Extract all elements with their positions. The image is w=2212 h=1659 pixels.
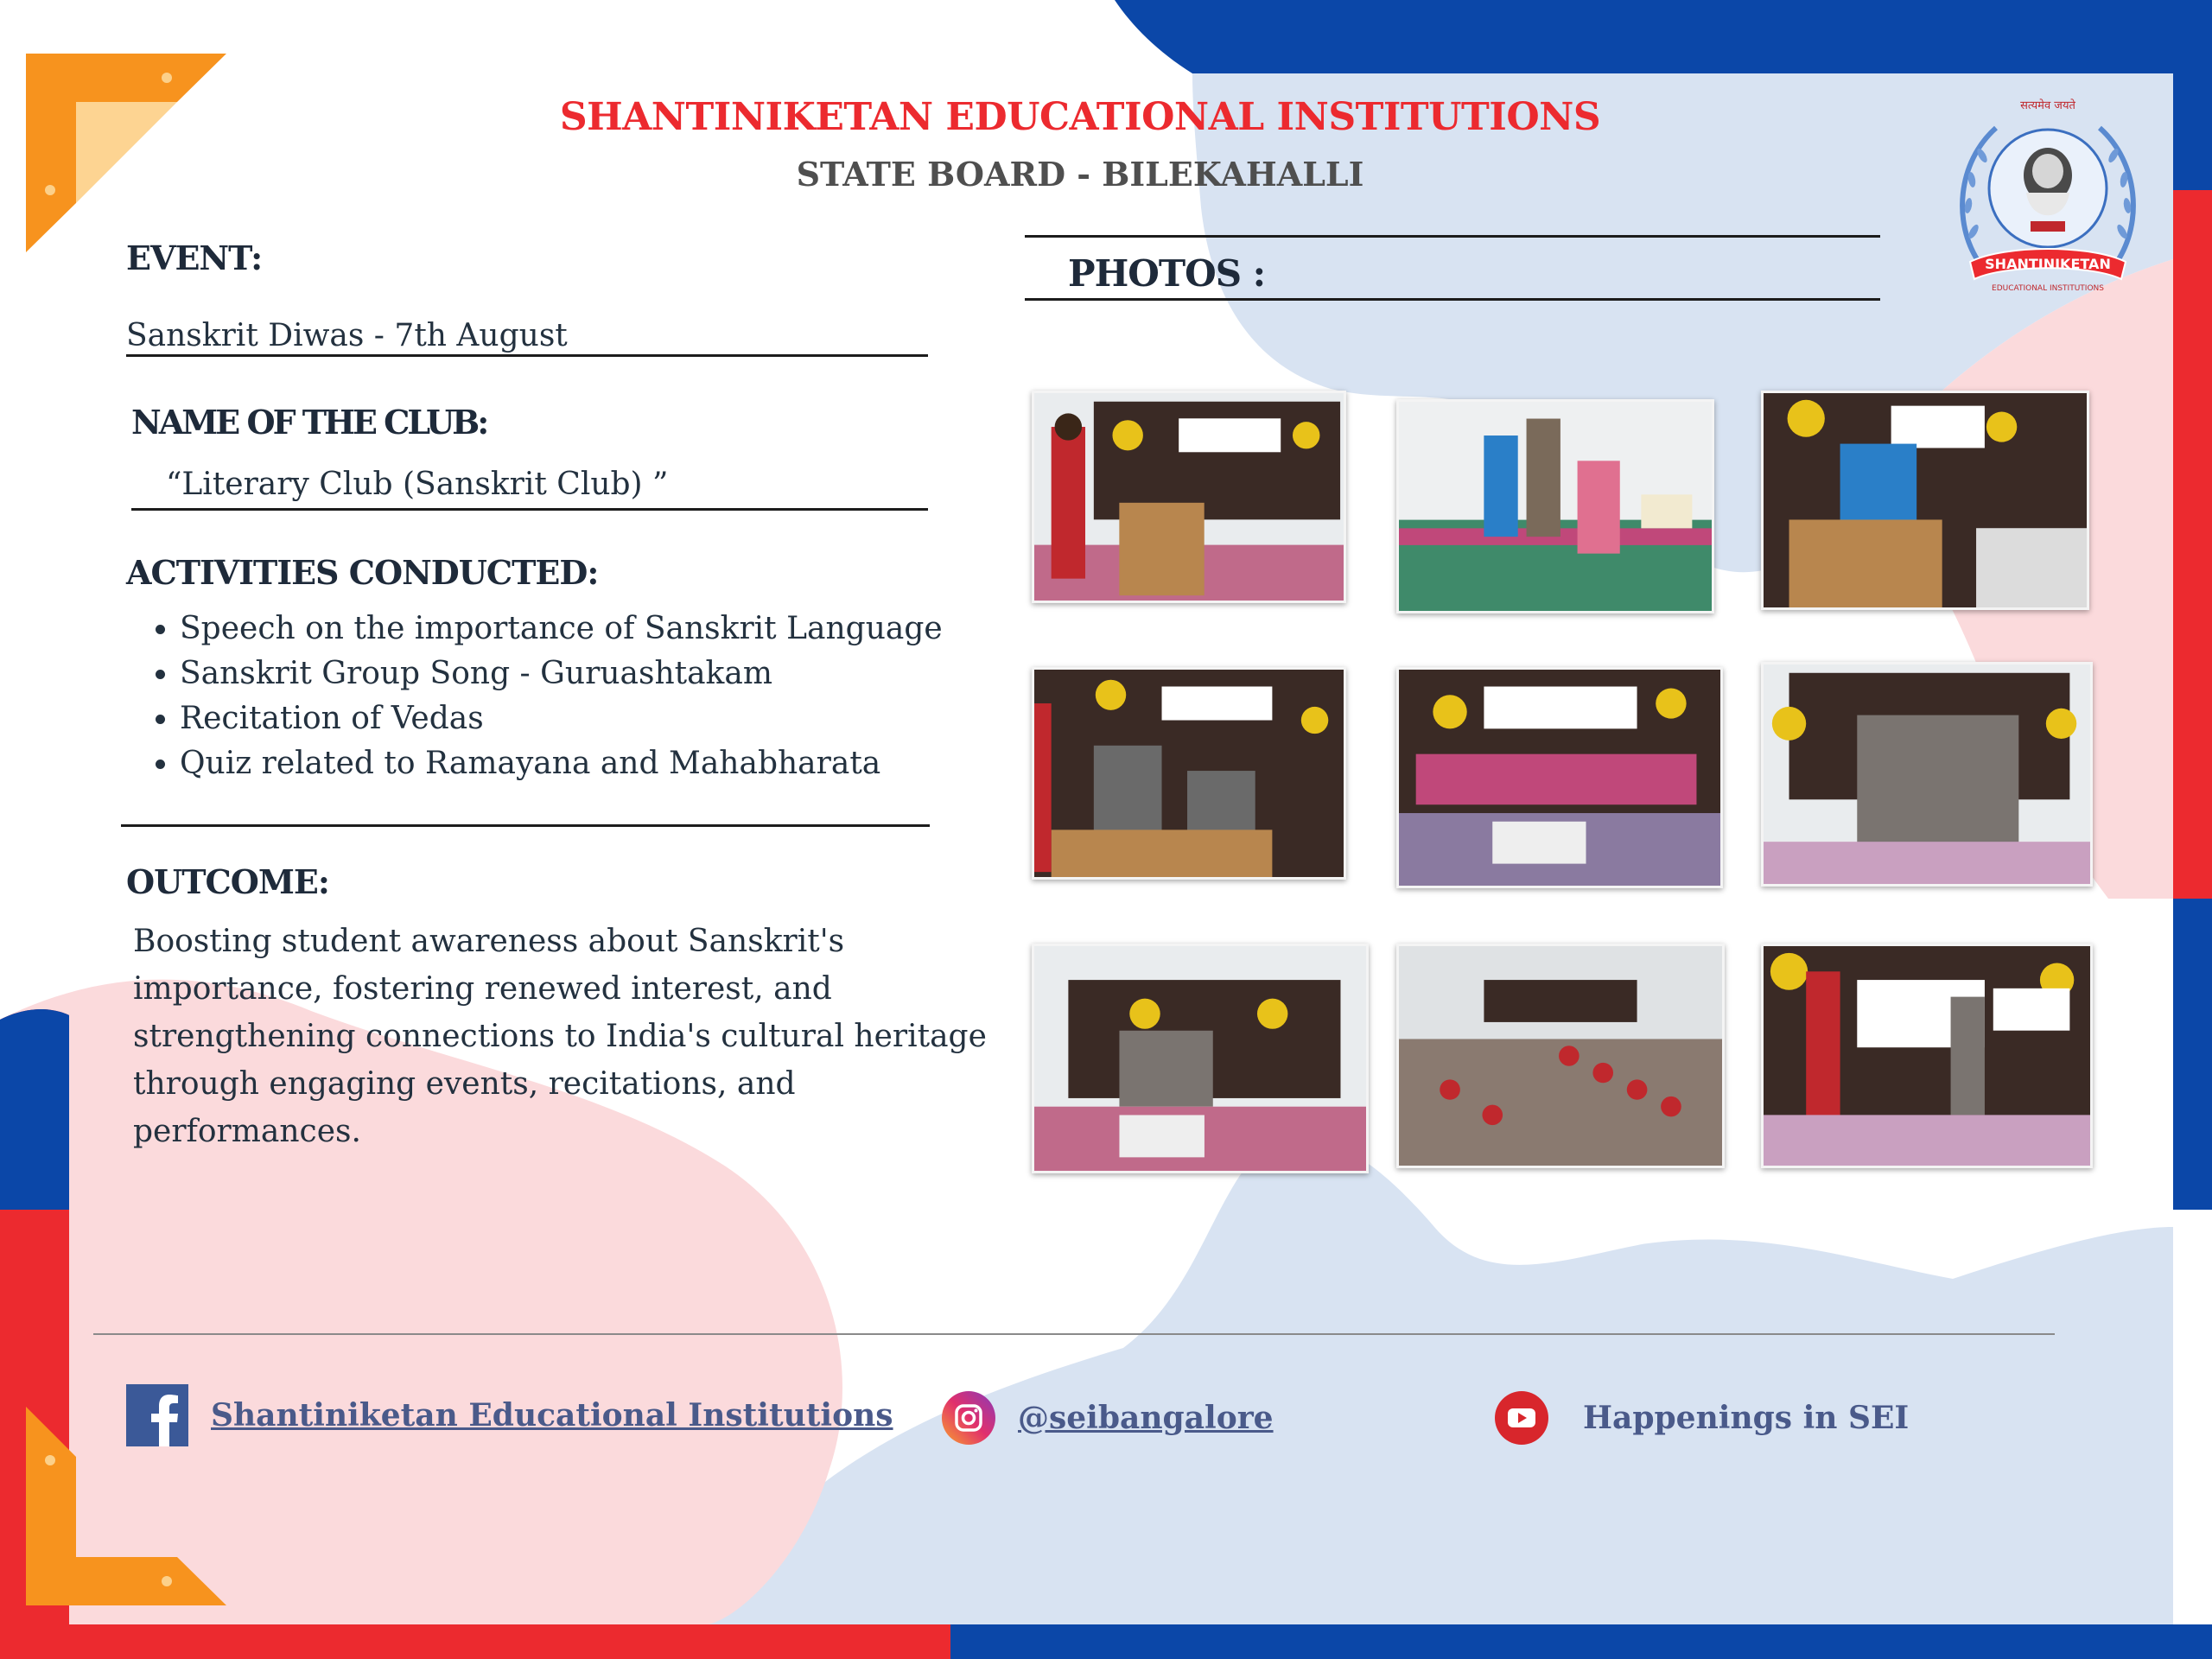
- outcome-label: OUTCOME:: [126, 862, 329, 901]
- event-label: EVENT:: [126, 238, 263, 277]
- outcome-text: [133, 918, 997, 1155]
- logo-subtitle: EDUCATIONAL INSTITUTIONS: [1992, 284, 2104, 293]
- youtube-icon: [1495, 1391, 1548, 1445]
- event-photo: [1761, 662, 2093, 887]
- photos-bottom-rule: [1025, 298, 1880, 301]
- event-photo: [1396, 944, 1725, 1168]
- activities-divider: [121, 824, 930, 827]
- activities-list: [126, 612, 956, 791]
- club-value: “Literary Club (Sanskrit Club) ”: [166, 467, 669, 502]
- club-divider: [131, 508, 928, 511]
- outcome-line: importance, fostering renewed interest, and: [133, 971, 832, 1007]
- event-photo: [1032, 944, 1369, 1173]
- instagram-icon: [942, 1391, 995, 1445]
- event-photo: [1396, 399, 1714, 613]
- institution-logo: [1944, 93, 2152, 301]
- youtube-label[interactable]: Happenings in SEI: [1583, 1400, 1910, 1436]
- event-divider: [126, 354, 928, 357]
- activities-label: ACTIVITIES CONDUCTED:: [126, 553, 599, 592]
- event-photo: [1761, 944, 2093, 1168]
- activity-item: • Recitation of Vedas: [180, 702, 956, 736]
- club-label: NAME OF THE CLUB:: [131, 403, 487, 442]
- outcome-line: Boosting student awareness about Sanskrit's: [133, 924, 845, 959]
- activity-item: • Speech on the importance of Sanskrit Language: [180, 612, 956, 646]
- photos-top-rule: [1025, 235, 1880, 238]
- facebook-icon: [126, 1384, 188, 1446]
- photos-label: PHOTOS :: [1068, 252, 1266, 295]
- event-photo: [1032, 391, 1346, 603]
- board-subtitle: STATE BOARD - BILEKAHALLI: [796, 155, 1364, 194]
- event-photo: [1761, 391, 2089, 610]
- event-photo: [1032, 667, 1346, 880]
- institution-title: SHANTINIKETAN EDUCATIONAL INSTITUTIONS: [559, 95, 1601, 139]
- instagram-link[interactable]: [942, 1391, 1274, 1445]
- activity-item: • Sanskrit Group Song - Guruashtakam: [180, 657, 956, 691]
- logo-name: SHANTINIKETAN: [1985, 256, 2111, 272]
- outcome-line: through engaging events, recitations, and: [133, 1066, 796, 1102]
- activity-item: • Quiz related to Ramayana and Mahabharata: [180, 747, 956, 781]
- page-header: [536, 93, 1624, 197]
- facebook-link[interactable]: [126, 1382, 893, 1448]
- event-value: Sanskrit Diwas - 7th August: [126, 318, 568, 353]
- youtube-link[interactable]: [1495, 1391, 1909, 1445]
- event-photo: [1396, 667, 1723, 888]
- outcome-line: performances.: [133, 1114, 361, 1149]
- instagram-label[interactable]: @seibangalore: [1018, 1400, 1274, 1436]
- outcome-line: strengthening connections to India's cultural heritage: [133, 1019, 987, 1054]
- facebook-label[interactable]: Shantiniketan Educational Institutions: [211, 1397, 893, 1433]
- logo-motto: सत्यमेव जयते: [2020, 99, 2075, 112]
